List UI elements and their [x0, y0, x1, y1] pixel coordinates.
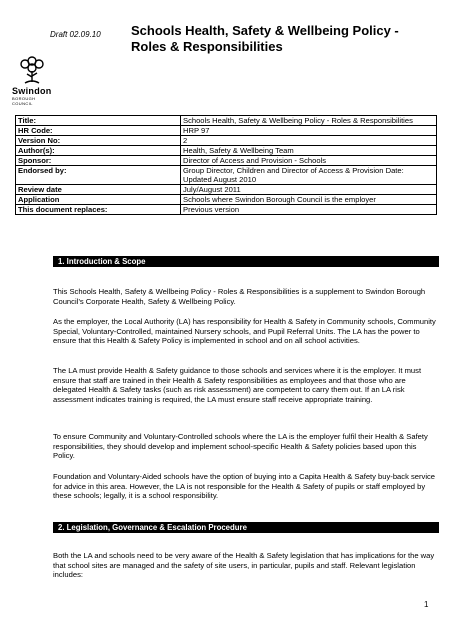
council-logo — [12, 55, 52, 106]
document-title: Schools Health, Safety & Wellbeing Policy - Roles & Responsibilities — [131, 23, 399, 54]
row-key: Application — [16, 195, 181, 205]
paragraph: This Schools Health, Safety & Wellbeing Policy - Roles & Responsibilities is a supplement to Swindon Borough Council’s Corporate Health, Safety & Wellbeing Policy. — [53, 287, 426, 306]
row-value: HRP 97 — [181, 126, 437, 136]
paragraph: To ensure Community and Voluntary-Controlled schools where the LA is the employer fulfil their Health & Safety responsibilities, they should develop and implement school-specific Health & Safety policies based upon this Policy. — [53, 432, 428, 460]
section-heading-introduction: 1. Introduction & Scope — [53, 256, 439, 267]
draft-label: Draft 02.09.10 — [50, 30, 101, 39]
row-key: HR Code: — [16, 126, 181, 136]
row-value: July/August 2011 — [181, 185, 437, 195]
row-value: 2 — [181, 136, 437, 146]
document-info-table — [15, 115, 437, 215]
logo-subtitle: BOROUGH COUNCIL — [12, 96, 36, 106]
paragraph: Foundation and Voluntary-Aided schools have the option of buying into a Capita Health & Safety buy-back service for advice in this area. However, the LA is not responsible for the Health & Safety of pupils or staff employed by these schools; legally, it is a school responsibility. — [53, 472, 436, 500]
row-value: Schools where Swindon Borough Council is the employer — [181, 195, 437, 205]
paragraph: Both the LA and schools need to be very aware of the Health & Safety legislation that has implications for the way that school sites are managed and the safety of site users, in particular, pupils and staff. Relevant legislation includes: — [53, 551, 435, 579]
row-key: Author(s): — [16, 146, 181, 156]
row-value: Schools Health, Safety & Wellbeing Policy - Roles & Responsibilities — [181, 116, 437, 126]
row-key: Sponsor: — [16, 156, 181, 166]
page-number: 1 — [424, 600, 429, 609]
table-row — [16, 185, 437, 195]
section-heading-legislation: 2. Legislation, Governance & Escalation Procedure — [53, 522, 439, 533]
table-row — [16, 146, 437, 156]
paragraph: As the employer, the Local Authority (LA) has responsibility for Health & Safety in Community schools, Community Special, Voluntary-Controlled, maintained Nursery schools, and Pupil Referral Units. The LA has the power to ensure that this Health & Safety Policy is implemented in school and on all school activities. — [53, 317, 436, 345]
row-key: Review date — [16, 185, 181, 195]
row-key: Title: — [16, 116, 181, 126]
row-value: Group Director, Children and Director of Access & Provision Date: Updated August 2010 — [181, 166, 437, 185]
table-row — [16, 126, 437, 136]
row-key: This document replaces: — [16, 205, 181, 215]
table-row — [16, 156, 437, 166]
row-key: Version No: — [16, 136, 181, 146]
table-row — [16, 205, 437, 215]
paragraph: The LA must provide Health & Safety guidance to those schools and services where it is the employer. It must ensure that staff are trained in their Health & Safety responsibilities as employees and that those who are delegated Health & Safety tasks (such as risk assessment) are competent to carry them out. If an LA risk assessment indicates training is required, the LA must ensure staff receive appropriate training. — [53, 366, 422, 404]
row-value: Previous version — [181, 205, 437, 215]
row-value: Health, Safety & Wellbeing Team — [181, 146, 437, 156]
table-row — [16, 195, 437, 205]
table-row — [16, 116, 437, 126]
tree-logo-icon — [12, 55, 52, 85]
table-row — [16, 166, 437, 185]
table-row — [16, 136, 437, 146]
row-key: Endorsed by: — [16, 166, 181, 185]
logo-name: Swindon — [12, 86, 52, 96]
row-value: Director of Access and Provision - Schools — [181, 156, 437, 166]
